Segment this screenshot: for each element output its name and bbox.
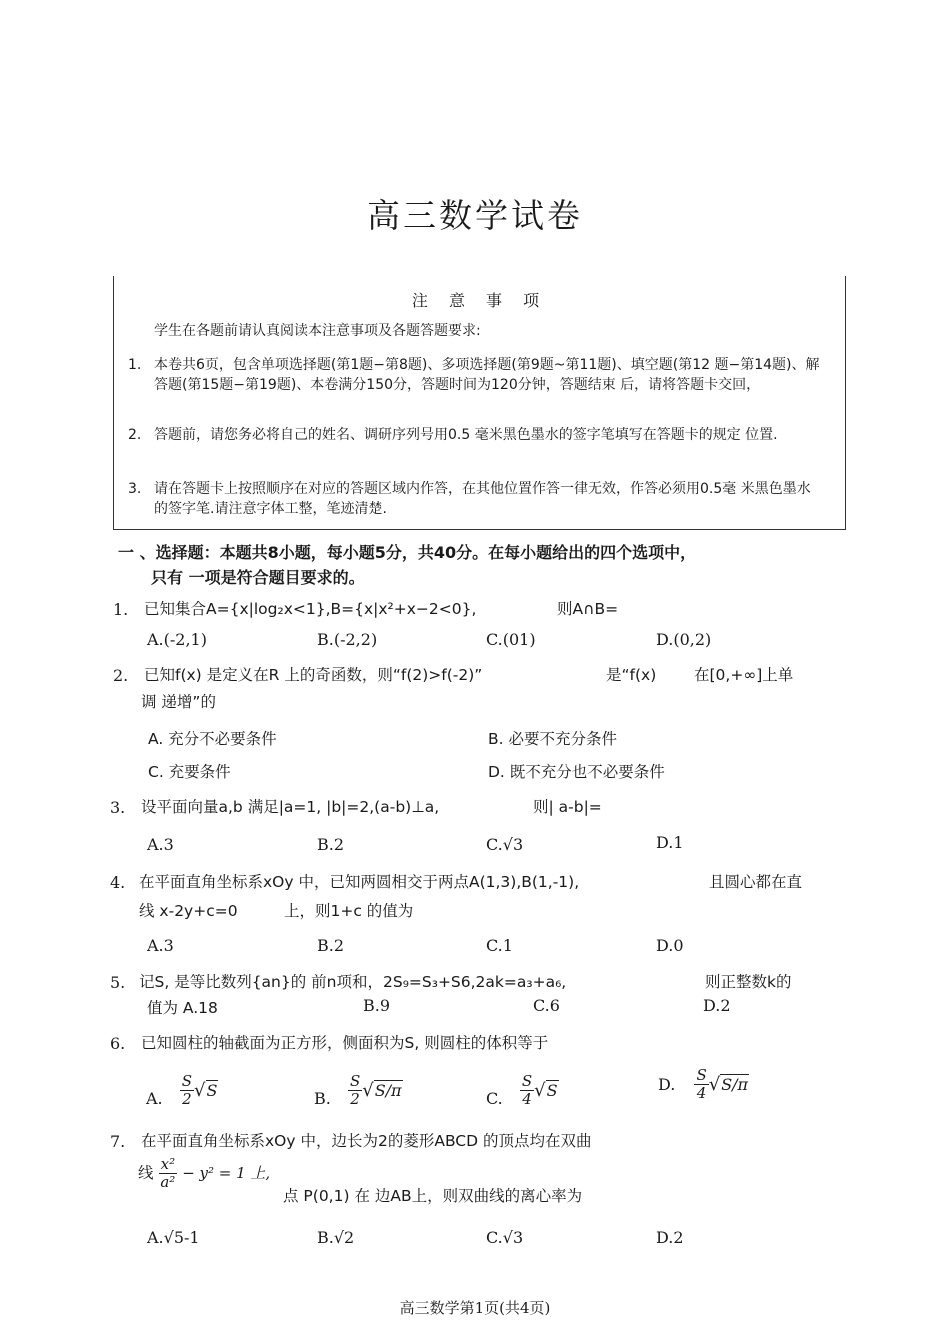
option-b: B.√2 [317,1228,355,1247]
sqrt-icon: √ [708,1074,721,1095]
option-label: A. [146,1089,163,1108]
notice-item-text: 请在答题卡上按照顺序在对应的答题区域内作答，在其他位置作答一律无效，作答必须用0.5毫 米黑色墨水的签字笔.请注意字体工整，笔迹清楚. [154,481,811,517]
option-a: A.√5-1 [147,1228,200,1247]
hyperbola-equation [138,1156,270,1191]
section-heading-line2: 只有 一项是符合题目要求的。 [151,568,365,587]
option-d: D.(0,2) [656,630,712,649]
question-number: 1. [113,600,129,619]
question-text-line2: 上，则1+c 的值为 [284,902,414,920]
question-number: 4. [110,873,126,892]
option-b: B.2 [317,936,345,955]
page-title: 高三数学试卷 [367,196,583,235]
question-number: 5. [110,973,126,992]
option-label: B. [314,1089,331,1108]
option-c: C.1 [486,936,513,955]
option-c [486,1067,559,1115]
fraction-numerator: x² [160,1155,176,1173]
option-b: B. 必要不充分条件 [488,730,617,748]
question-text-line2: 调 递增”的 [141,693,216,711]
fraction [694,1067,708,1102]
option-c: C.√3 [486,1228,524,1247]
question-number: 2. [113,666,129,685]
question-text-tail: 则A∩B= [557,600,619,618]
option-d [658,1067,749,1115]
option-c: C.6 [533,996,560,1015]
sqrt-icon: √ [194,1080,206,1101]
notice-item-text: 答题前，请您务必将自己的姓名、调研序列号用0.5 毫米黑色墨水的签字笔填写在答题卡的规定 位置. [154,427,778,443]
question-text: 记S, 是等比数列{an}的 前n项和，2S₉=S₃+S6,2ak=a₃+a₆, [139,973,567,991]
option-c: C.(01) [486,630,536,649]
option-b: B.9 [363,996,391,1015]
question-text-line2: 点 P(0,1) 在 边AB上，则双曲线的离心率为 [283,1187,583,1205]
option-a: A.3 [147,835,174,854]
option-c: C. 充要条件 [148,763,231,781]
section-heading-line1: 一 、选择题：本题共8小题，每小题5分，共40分。在每小题给出的四个选项中， [118,543,697,562]
option-d: D.2 [656,1228,684,1247]
option-b: B.(-2,2) [317,630,378,649]
fraction [159,1156,177,1191]
question-number: 7. [110,1132,126,1151]
option-d: D. 既不充分也不必要条件 [488,763,665,781]
question-text: 在[0,+∞]上单 [694,666,794,684]
fraction-denominator: 2 [182,1090,192,1108]
radicand: S/π [721,1075,749,1094]
question-text-line2: 线 x-2y+c=0 [139,902,238,920]
option-d: D.0 [656,936,684,955]
fraction-numerator: S [349,1072,361,1090]
fraction [348,1073,362,1108]
notice-item-number: 2. [128,427,142,443]
sqrt-icon: √ [534,1080,546,1101]
fraction-denominator: 2 [350,1090,360,1108]
option-b [314,1067,403,1115]
question-text: 在平面直角坐标系xOy 中，已知两圆相交于两点A(1,3),B(1,-1), [139,873,580,891]
fraction-denominator: a² [160,1173,176,1191]
option-a: A.3 [147,936,174,955]
question-text: 在平面直角坐标系xOy 中，边长为2的菱形ABCD 的顶点均在双曲 [141,1132,592,1150]
notice-intro: 学生在各题前请认真阅读本注意事项及各题答题要求: [154,323,481,339]
option-a [146,1067,218,1115]
fraction [520,1073,534,1108]
option-label: D. [658,1075,676,1094]
question-text: 则正整数k的 [705,973,792,991]
question-text: 是“f(x) [606,666,657,684]
fraction-numerator: S [521,1072,533,1090]
fraction-numerator: S [696,1066,707,1084]
radicand: S [546,1081,558,1100]
option-label: C. [486,1089,503,1108]
question-number: 3. [110,798,126,817]
notice-item [128,355,828,415]
question-text: 已知圆柱的轴截面为正方形，侧面积为S, 则圆柱的体积等于 [141,1034,549,1052]
question-text: 已知f(x) 是定义在R 上的奇函数，则“f(2)>f(-2)” [144,666,483,684]
radicand: S [206,1081,218,1100]
radicand: S/π [374,1081,402,1100]
section-heading [118,540,696,590]
fraction-numerator: S [181,1072,193,1090]
option-d: D.2 [703,996,731,1015]
question-text: 已知集合A={x|log₂x<1},B={x|x²+x−2<0}, [144,600,477,618]
fraction-denominator: 4 [696,1084,707,1102]
option-d: D.1 [656,833,684,852]
question-text-line2: 值为 A.18 [147,999,218,1017]
notice-item [128,479,828,519]
option-a: A. 充分不必要条件 [148,730,277,748]
sqrt-icon: √ [362,1080,374,1101]
question-number: 6. [110,1034,126,1053]
notice-item [128,425,828,465]
question-text: 设平面向量a,b 满足|a=1, |b|=2,(a-b)⊥a, [141,798,440,816]
equation-prefix: 线 [138,1164,154,1182]
fraction-denominator: 4 [522,1090,532,1108]
notice-title: 注 意 事 项 [411,291,548,310]
notice-box [113,276,846,530]
option-c: C.√3 [486,835,524,854]
equation-rest: − y² = 1 上, [182,1164,271,1182]
notice-item-number: 1. [128,357,142,373]
notice-item-text: 本卷共6页，包含单项选择题(第1题−第8题)、多项选择题(第9题~第11题)、填空题(第12 题−第14题)、解答题(第15题−第19题)、本卷满分150分，答题时间为120分钟，答题结束 后，请将答题卡交回， [154,357,820,393]
option-a: A.(-2,1) [147,630,207,649]
fraction [180,1073,194,1108]
question-text-tail: 则| a-b|= [533,798,602,816]
option-b: B.2 [317,835,345,854]
notice-item-number: 3. [128,481,142,497]
page-footer: 高三数学第1页(共4页) [399,1299,551,1317]
question-text: 且圆心都在直 [709,873,803,891]
